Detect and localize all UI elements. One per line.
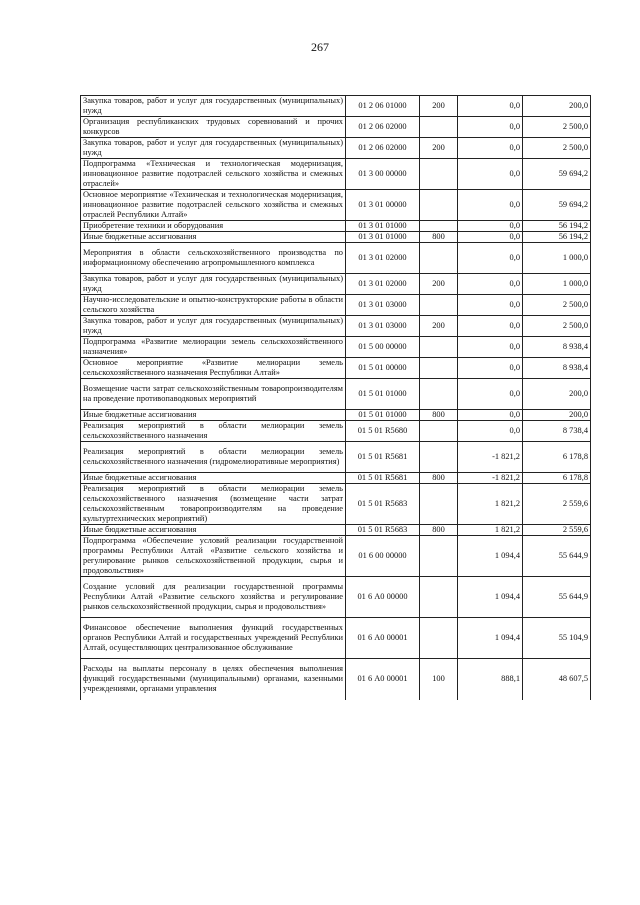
row-expense-type-cell [420, 379, 458, 410]
row-total-amount-cell: 2 500,0 [523, 316, 591, 337]
row-change-amount-cell: -1 821,2 [458, 442, 523, 473]
row-code-cell: 01 5 01 00000 [346, 358, 420, 379]
row-change-amount-cell: 0,0 [458, 117, 523, 138]
table-row [81, 295, 591, 316]
row-total-amount-cell: 55 644,9 [523, 577, 591, 618]
row-total-amount-cell: 55 104,9 [523, 618, 591, 659]
row-code-cell: 01 6 А0 00001 [346, 659, 420, 700]
row-change-amount-cell: 0,0 [458, 159, 523, 190]
table-row [81, 536, 591, 577]
budget-table-body [81, 96, 591, 700]
row-code-cell: 01 5 01 R5680 [346, 421, 420, 442]
row-name-cell: Организация республиканских трудовых соревнований и прочих конкурсов [81, 117, 346, 138]
table-row [81, 117, 591, 138]
row-expense-type-cell: 200 [420, 274, 458, 295]
row-code-cell: 01 3 01 02000 [346, 243, 420, 274]
row-change-amount-cell: 0,0 [458, 379, 523, 410]
row-name-cell: Основное мероприятие «Техническая и технологическая модернизация, инновационное развитие подотраслей сельского хозяйства и смежных отраслей Республики Алтай» [81, 190, 346, 221]
page-number: 267 [311, 40, 329, 54]
row-expense-type-cell: 800 [420, 410, 458, 421]
row-total-amount-cell: 56 194,2 [523, 221, 591, 232]
row-name-cell: Закупка товаров, работ и услуг для государственных (муниципальных) нужд [81, 274, 346, 295]
row-name-cell: Реализация мероприятий в области мелиорации земель сельскохозяйственного назначения (гидромелиоративные мероприятия) [81, 442, 346, 473]
row-total-amount-cell: 56 194,2 [523, 232, 591, 243]
row-change-amount-cell: 1 821,2 [458, 525, 523, 536]
row-code-cell: 01 3 01 03000 [346, 316, 420, 337]
row-change-amount-cell: 1 094,4 [458, 577, 523, 618]
row-expense-type-cell [420, 337, 458, 358]
budget-table [80, 95, 591, 700]
row-change-amount-cell: 1 821,2 [458, 484, 523, 525]
table-row [81, 358, 591, 379]
row-change-amount-cell: 0,0 [458, 295, 523, 316]
row-code-cell: 01 2 06 02000 [346, 117, 420, 138]
row-total-amount-cell: 59 694,2 [523, 190, 591, 221]
row-name-cell: Закупка товаров, работ и услуг для государственных (муниципальных) нужд [81, 96, 346, 117]
table-row [81, 410, 591, 421]
row-expense-type-cell [420, 190, 458, 221]
row-expense-type-cell: 100 [420, 659, 458, 700]
table-row [81, 442, 591, 473]
row-code-cell: 01 5 01 R5683 [346, 484, 420, 525]
row-code-cell: 01 6 А0 00000 [346, 577, 420, 618]
table-row [81, 274, 591, 295]
table-row [81, 221, 591, 232]
row-change-amount-cell: 0,0 [458, 410, 523, 421]
row-code-cell: 01 3 01 00000 [346, 190, 420, 221]
row-total-amount-cell: 1 000,0 [523, 243, 591, 274]
table-row [81, 316, 591, 337]
row-code-cell: 01 3 01 01000 [346, 232, 420, 243]
row-change-amount-cell: 0,0 [458, 138, 523, 159]
row-name-cell: Иные бюджетные ассигнования [81, 525, 346, 536]
table-row [81, 421, 591, 442]
row-name-cell: Приобретение техники и оборудования [81, 221, 346, 232]
table-row [81, 379, 591, 410]
row-total-amount-cell: 8 938,4 [523, 337, 591, 358]
row-name-cell: Иные бюджетные ассигнования [81, 473, 346, 484]
row-expense-type-cell: 800 [420, 525, 458, 536]
row-change-amount-cell: 0,0 [458, 96, 523, 117]
table-row [81, 190, 591, 221]
row-expense-type-cell: 200 [420, 316, 458, 337]
row-change-amount-cell: 0,0 [458, 232, 523, 243]
row-code-cell: 01 5 01 01000 [346, 379, 420, 410]
row-total-amount-cell: 200,0 [523, 96, 591, 117]
row-total-amount-cell: 6 178,8 [523, 442, 591, 473]
row-expense-type-cell [420, 618, 458, 659]
row-code-cell: 01 5 00 00000 [346, 337, 420, 358]
row-name-cell: Создание условий для реализации государственной программы Республики Алтай «Развитие сельского хозяйства и регулирование рынков сельскохозяйственной продукции, сырья и продовольствия» [81, 577, 346, 618]
row-name-cell: Подпрограмма «Обеспечение условий реализации государственной программы Республики Алтай «Развитие сельского хозяйства и регулирование рынков сельскохозяйственной продукции, сырья и продовольствия» [81, 536, 346, 577]
row-expense-type-cell [420, 421, 458, 442]
table-row [81, 243, 591, 274]
row-total-amount-cell: 200,0 [523, 379, 591, 410]
row-name-cell: Основное мероприятие «Развитие мелиорации земель сельскохозяйственного назначения Республики Алтай» [81, 358, 346, 379]
row-code-cell: 01 6 00 00000 [346, 536, 420, 577]
row-expense-type-cell [420, 159, 458, 190]
row-total-amount-cell: 2 559,6 [523, 484, 591, 525]
row-change-amount-cell: 0,0 [458, 243, 523, 274]
row-change-amount-cell: 888,1 [458, 659, 523, 700]
row-code-cell: 01 5 01 01000 [346, 410, 420, 421]
row-name-cell: Подпрограмма «Развитие мелиорации земель сельскохозяйственного назначения» [81, 337, 346, 358]
row-name-cell: Иные бюджетные ассигнования [81, 410, 346, 421]
row-total-amount-cell: 8 738,4 [523, 421, 591, 442]
row-expense-type-cell: 800 [420, 232, 458, 243]
row-total-amount-cell: 48 607,5 [523, 659, 591, 700]
row-total-amount-cell: 2 500,0 [523, 138, 591, 159]
row-name-cell: Мероприятия в области сельскохозяйственного производства по информационному обеспечению агропромышленного комплекса [81, 243, 346, 274]
row-code-cell: 01 3 01 03000 [346, 295, 420, 316]
table-row [81, 96, 591, 117]
table-row [81, 337, 591, 358]
row-change-amount-cell: 0,0 [458, 221, 523, 232]
row-code-cell: 01 5 01 R5681 [346, 473, 420, 484]
row-total-amount-cell: 55 644,9 [523, 536, 591, 577]
row-expense-type-cell: 200 [420, 96, 458, 117]
table-row [81, 618, 591, 659]
row-total-amount-cell: 6 178,8 [523, 473, 591, 484]
row-code-cell: 01 6 А0 00001 [346, 618, 420, 659]
row-expense-type-cell [420, 577, 458, 618]
row-change-amount-cell: 0,0 [458, 316, 523, 337]
table-row [81, 473, 591, 484]
row-expense-type-cell [420, 243, 458, 274]
row-change-amount-cell: 0,0 [458, 190, 523, 221]
table-row [81, 577, 591, 618]
row-total-amount-cell: 59 694,2 [523, 159, 591, 190]
row-name-cell: Возмещение части затрат сельскохозяйственным товаропроизводителям на проведение противопаводковых мероприятий [81, 379, 346, 410]
table-row [81, 484, 591, 525]
row-total-amount-cell: 2 500,0 [523, 295, 591, 316]
table-row [81, 659, 591, 700]
table-row [81, 525, 591, 536]
row-expense-type-cell [420, 484, 458, 525]
row-name-cell: Научно-исследовательские и опытно-конструкторские работы в области сельского хозяйства [81, 295, 346, 316]
row-change-amount-cell: 1 094,4 [458, 618, 523, 659]
row-name-cell: Реализация мероприятий в области мелиорации земель сельскохозяйственного назначения (возмещение части затрат сельскохозяйственным товаропроизводителям на проведение культуртехнических мероприятий) [81, 484, 346, 525]
row-change-amount-cell: 1 094,4 [458, 536, 523, 577]
row-code-cell: 01 3 01 01000 [346, 221, 420, 232]
row-code-cell: 01 3 00 00000 [346, 159, 420, 190]
row-change-amount-cell: 0,0 [458, 337, 523, 358]
row-name-cell: Иные бюджетные ассигнования [81, 232, 346, 243]
row-code-cell: 01 5 01 R5683 [346, 525, 420, 536]
row-total-amount-cell: 2 500,0 [523, 117, 591, 138]
row-total-amount-cell: 1 000,0 [523, 274, 591, 295]
row-expense-type-cell [420, 358, 458, 379]
row-expense-type-cell [420, 221, 458, 232]
row-expense-type-cell [420, 295, 458, 316]
row-code-cell: 01 5 01 R5681 [346, 442, 420, 473]
row-name-cell: Закупка товаров, работ и услуг для государственных (муниципальных) нужд [81, 316, 346, 337]
row-code-cell: 01 2 06 02000 [346, 138, 420, 159]
row-name-cell: Закупка товаров, работ и услуг для государственных (муниципальных) нужд [81, 138, 346, 159]
row-name-cell: Расходы на выплаты персоналу в целях обеспечения выполнения функций государственными (муниципальными) органами, казенными учреждениями, органами управления [81, 659, 346, 700]
table-row [81, 159, 591, 190]
row-expense-type-cell: 200 [420, 138, 458, 159]
row-change-amount-cell: 0,0 [458, 274, 523, 295]
row-change-amount-cell: -1 821,2 [458, 473, 523, 484]
row-change-amount-cell: 0,0 [458, 421, 523, 442]
row-expense-type-cell: 800 [420, 473, 458, 484]
row-name-cell: Подпрограмма «Техническая и технологическая модернизация, инновационное развитие подотраслей сельского хозяйства и смежных отраслей» [81, 159, 346, 190]
row-name-cell: Финансовое обеспечение выполнения функций государственных органов Республики Алтай и государственных учреждений Республики Алтай, осуществляющих централизованное обслуживание [81, 618, 346, 659]
row-total-amount-cell: 2 559,6 [523, 525, 591, 536]
row-code-cell: 01 2 06 01000 [346, 96, 420, 117]
row-expense-type-cell [420, 442, 458, 473]
row-change-amount-cell: 0,0 [458, 358, 523, 379]
row-expense-type-cell [420, 117, 458, 138]
row-name-cell: Реализация мероприятий в области мелиорации земель сельскохозяйственного назначения [81, 421, 346, 442]
row-total-amount-cell: 200,0 [523, 410, 591, 421]
row-code-cell: 01 3 01 02000 [346, 274, 420, 295]
row-total-amount-cell: 8 938,4 [523, 358, 591, 379]
table-row [81, 138, 591, 159]
row-expense-type-cell [420, 536, 458, 577]
table-row [81, 232, 591, 243]
